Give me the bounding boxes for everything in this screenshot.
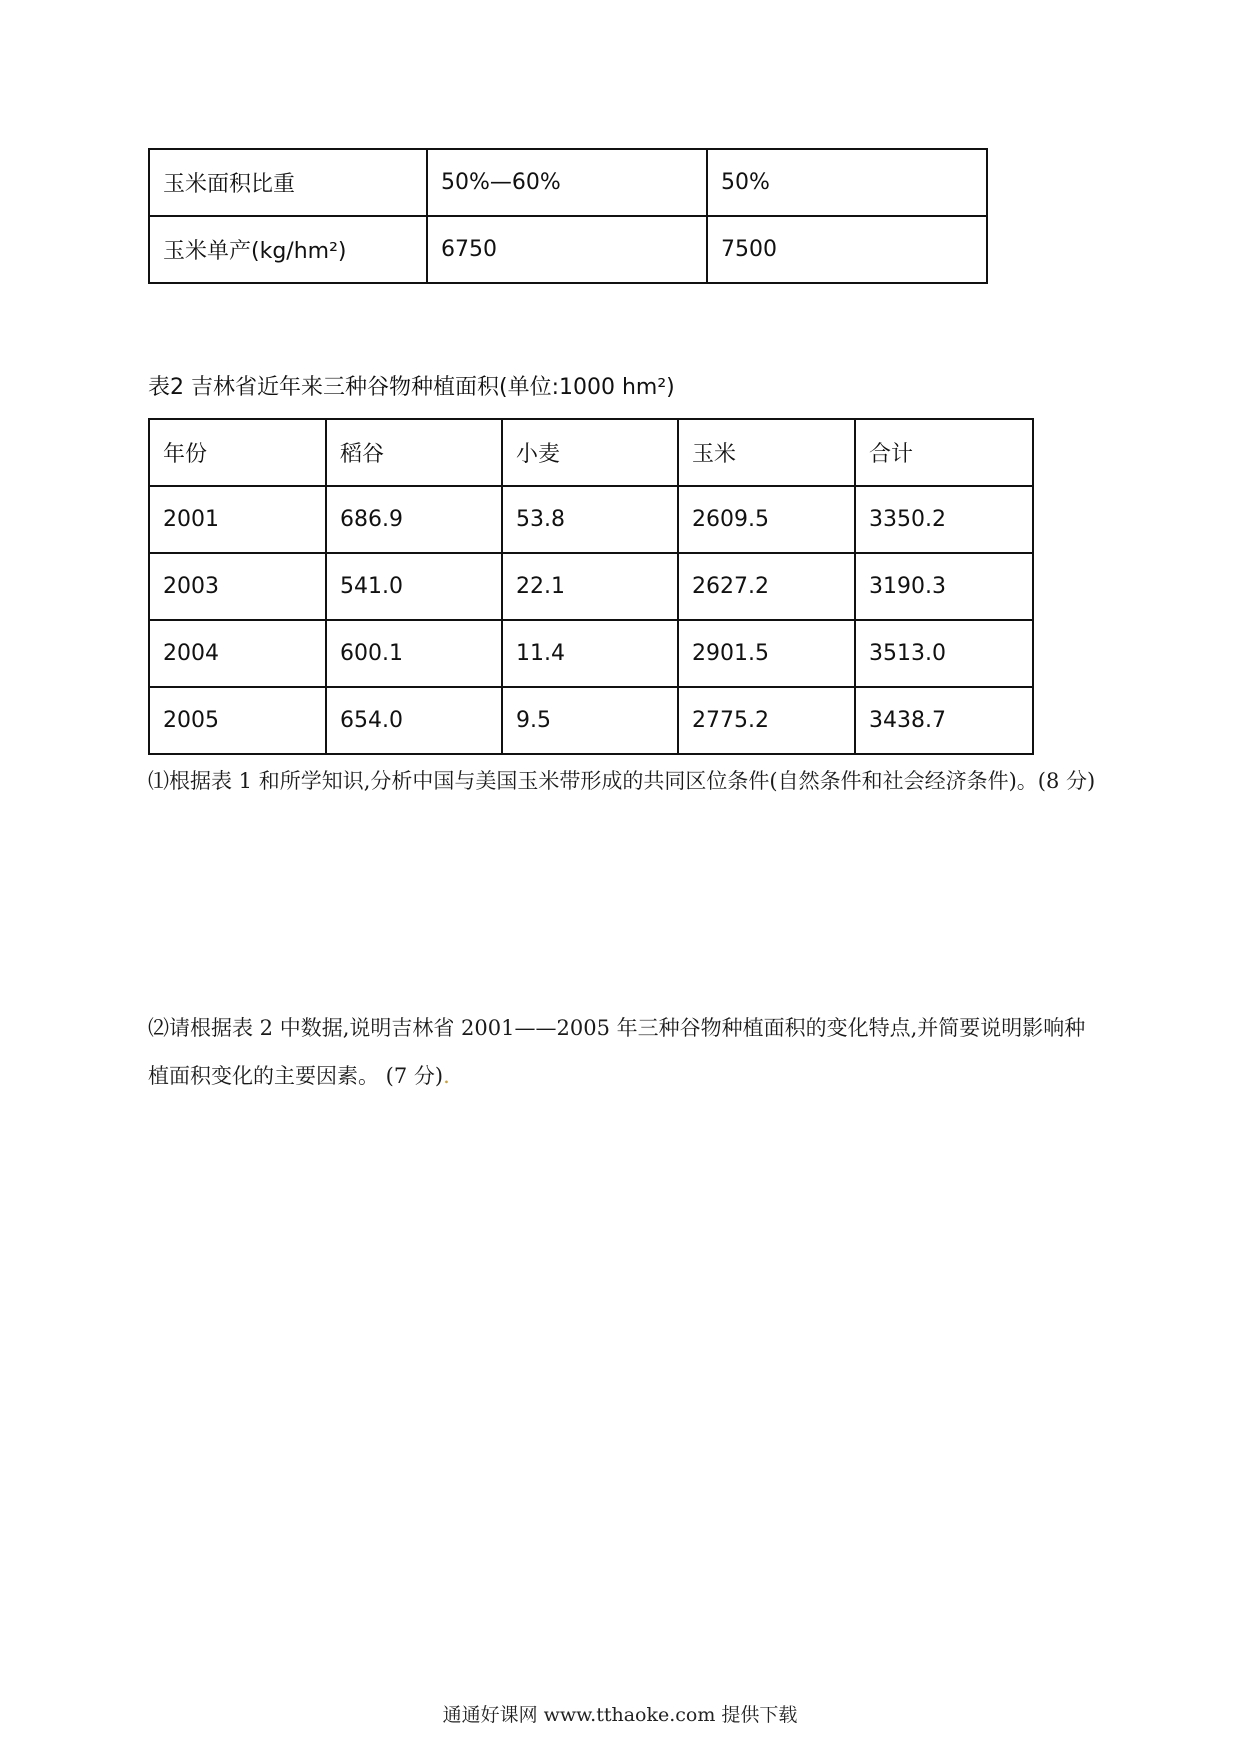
table-cell: 3513.0 — [855, 620, 1033, 687]
table-cell: 541.0 — [326, 553, 502, 620]
table-header-row — [149, 419, 1033, 486]
table-2 — [148, 418, 1034, 755]
table-row — [149, 486, 1033, 553]
table-cell: 2004 — [149, 620, 326, 687]
table-row — [149, 553, 1033, 620]
table-cell: 2627.2 — [678, 553, 855, 620]
question-2-trailing-mark: . — [443, 1064, 450, 1088]
table-cell: 6750 — [427, 216, 707, 283]
table-cell: 3438.7 — [855, 687, 1033, 754]
table-cell: 3350.2 — [855, 486, 1033, 553]
table-cell: 22.1 — [502, 553, 678, 620]
table-cell: 玉米单产(kg/hm²) — [149, 216, 427, 283]
column-header: 年份 — [149, 419, 326, 486]
table-cell: 7500 — [707, 216, 987, 283]
table-cell: 2775.2 — [678, 687, 855, 754]
question-2-text: ⑵请根据表 2 中数据,说明吉林省 2001——2005 年三种谷物种植面积的变化特点,并简要说明影响种植面积变化的主要因素。 (7 分) — [148, 1016, 1086, 1088]
question-1: ⑴根据表 1 和所学知识,分析中国与美国玉米带形成的共同区位条件(自然条件和社会经济条件)。(8 分) — [148, 769, 1096, 793]
table-1 — [148, 148, 988, 284]
question-2 — [148, 1004, 1098, 1100]
table-cell: 686.9 — [326, 486, 502, 553]
table-row — [149, 620, 1033, 687]
table-row — [149, 149, 987, 216]
table-cell: 9.5 — [502, 687, 678, 754]
column-header: 玉米 — [678, 419, 855, 486]
table-cell: 2001 — [149, 486, 326, 553]
table-cell: 玉米面积比重 — [149, 149, 427, 216]
table-cell: 654.0 — [326, 687, 502, 754]
page-footer: 通通好课网 www.tthaoke.com 提供下载 — [442, 1704, 798, 1726]
table-cell: 11.4 — [502, 620, 678, 687]
table-row — [149, 687, 1033, 754]
table-row — [149, 216, 987, 283]
column-header: 小麦 — [502, 419, 678, 486]
table-cell: 2003 — [149, 553, 326, 620]
column-header: 稻谷 — [326, 419, 502, 486]
table-cell: 3190.3 — [855, 553, 1033, 620]
table-cell: 2609.5 — [678, 486, 855, 553]
table-cell: 600.1 — [326, 620, 502, 687]
column-header: 合计 — [855, 419, 1033, 486]
table-cell: 50% — [707, 149, 987, 216]
table-cell: 2901.5 — [678, 620, 855, 687]
table-cell: 2005 — [149, 687, 326, 754]
table-2-caption: 表2 吉林省近年来三种谷物种植面积(单位:1000 hm²) — [148, 375, 675, 400]
table-cell: 50%—60% — [427, 149, 707, 216]
table-cell: 53.8 — [502, 486, 678, 553]
